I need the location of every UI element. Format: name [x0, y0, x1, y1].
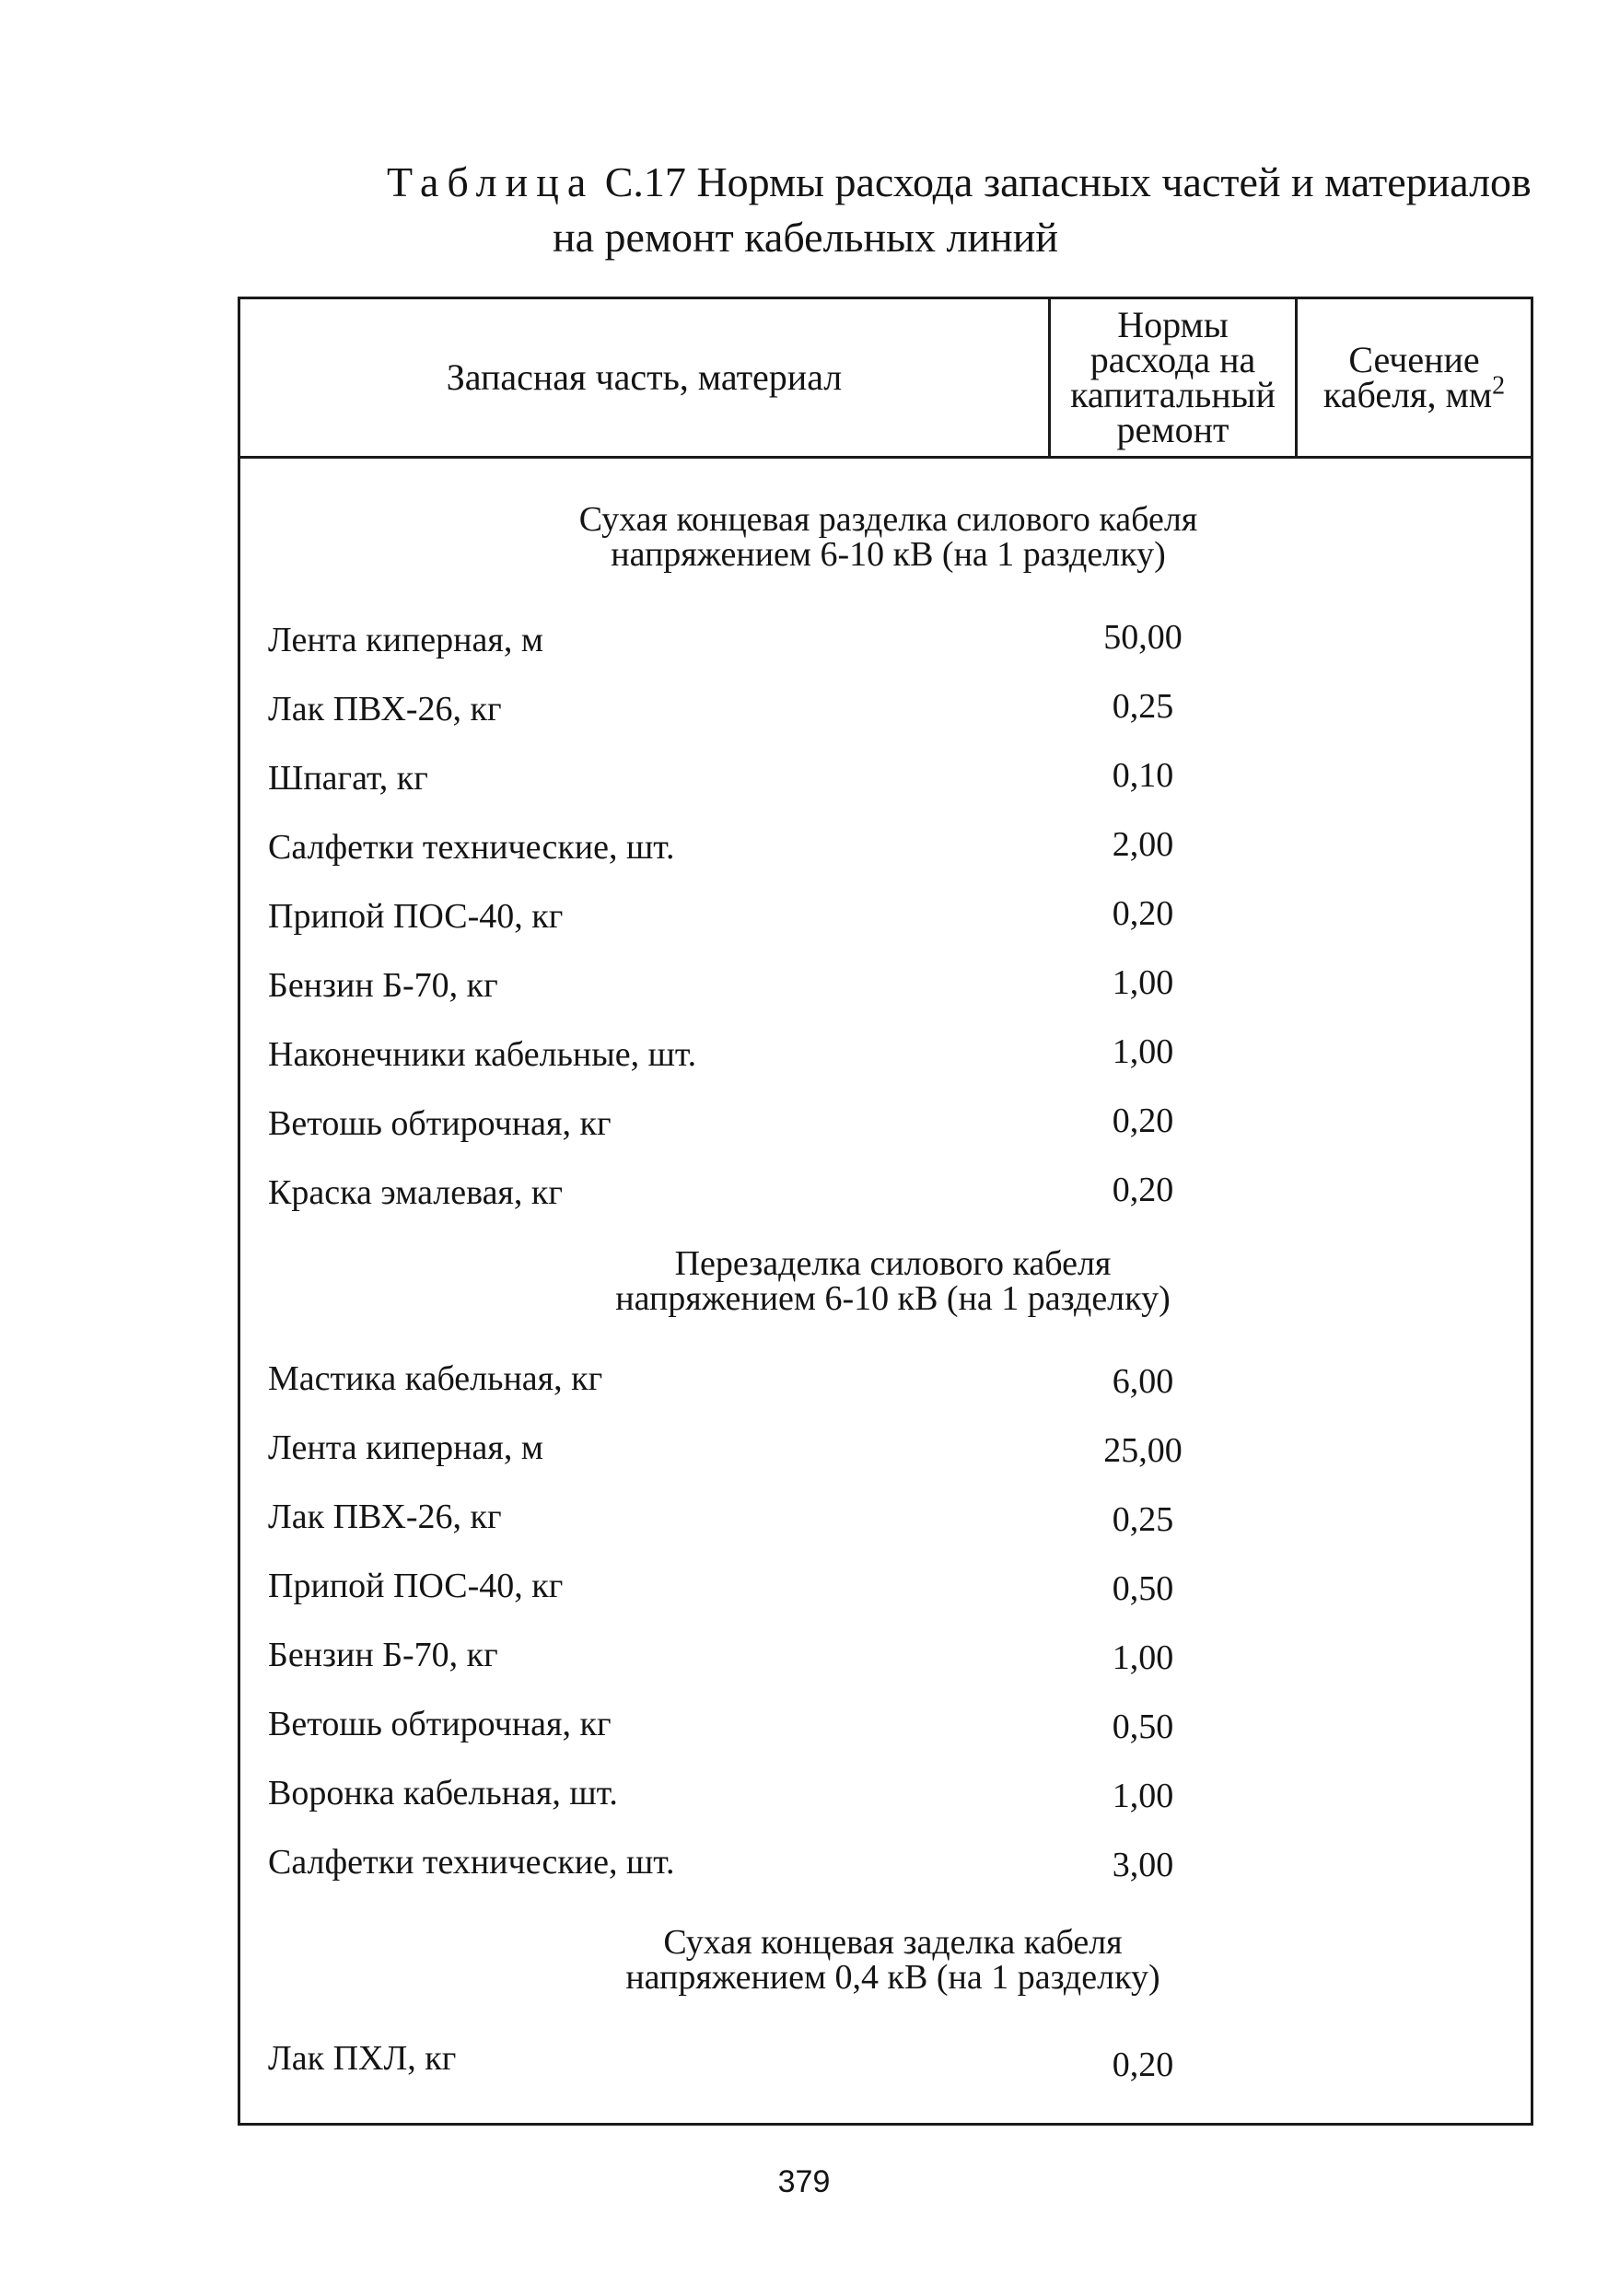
row-value: 1,00 [1112, 1638, 1174, 1677]
row-label: Шпагат, кг [268, 759, 428, 798]
row-label: Лак ПВХ-26, кг [268, 1498, 502, 1536]
row-value: 1,00 [1112, 1032, 1174, 1071]
row-value: 0,25 [1112, 1500, 1174, 1539]
row-label: Лак ПХЛ, кг [268, 2039, 457, 2078]
header-material [240, 299, 1048, 456]
section-title-line: напряжением 6-10 кВ (на 1 разделку) [611, 535, 1166, 574]
section-title [240, 502, 1536, 572]
row-label: Салфетки технические, шт. [268, 1843, 675, 1882]
row-value: 1,00 [1112, 1777, 1174, 1815]
row-label: Воронка кабельная, шт. [268, 1774, 618, 1812]
header-material-text: Запасная часть, материал [446, 356, 843, 398]
row-label: Наконечники кабельные, шт. [268, 1035, 697, 1074]
row-value: 0,50 [1112, 1707, 1174, 1746]
row-value: 6,00 [1112, 1362, 1174, 1401]
section-title-line: напряжением 6-10 кВ (на 1 разделку) [615, 1279, 1171, 1318]
section-title-line: Сухая концевая разделка силового кабеля [578, 500, 1198, 539]
row-label: Ветошь обтирочная, кг [268, 1104, 612, 1143]
header-section-sup: 2 [1492, 371, 1506, 401]
section-title-line: напряжением 0,4 кВ (на 1 разделку) [625, 1958, 1160, 1997]
row-value: 0,20 [1112, 1171, 1174, 1209]
row-value: 1,00 [1112, 963, 1174, 1002]
row-value: 0,50 [1112, 1569, 1174, 1608]
row-label: Бензин Б-70, кг [268, 1636, 498, 1674]
row-label: Лента киперная, м [268, 1428, 543, 1467]
row-value: 50,00 [1103, 618, 1183, 657]
norms-table [238, 297, 1533, 2126]
row-value: 0,20 [1112, 894, 1174, 933]
row-label: Лента киперная, м [268, 621, 543, 659]
header-section-line-1: Сечение [1348, 339, 1480, 380]
row-value: 25,00 [1103, 1431, 1183, 1470]
table-caption [0, 155, 1608, 265]
row-value: 0,20 [1112, 1101, 1174, 1140]
caption-title-line-1: Нормы расхода запасных частей и материалов [696, 158, 1532, 205]
row-label: Припой ПОС-40, кг [268, 897, 564, 936]
page-number: 379 [777, 2164, 831, 2199]
header-norms-line: расхода на [1089, 339, 1256, 380]
header-section [1298, 299, 1531, 456]
header-norms-line: капитальный [1070, 374, 1276, 415]
row-label: Мастика кабельная, кг [268, 1359, 603, 1398]
caption-title-line-2: на ремонт кабельных линий [553, 214, 1058, 261]
row-value: 3,00 [1112, 1846, 1174, 1884]
section-title-line: Сухая концевая заделка кабеля [663, 1923, 1123, 1962]
section-title-line: Перезаделка силового кабеля [674, 1244, 1112, 1283]
row-value: 0,10 [1112, 756, 1174, 795]
section-title [240, 1246, 1536, 1316]
header-norms [1051, 299, 1295, 456]
caption-label: Таблица [387, 158, 595, 205]
row-label: Ветошь обтирочная, кг [268, 1705, 612, 1743]
header-norms-line: ремонт [1116, 409, 1229, 450]
row-label: Краска эмалевая, кг [268, 1173, 563, 1212]
section-title [240, 1925, 1536, 1995]
row-label: Бензин Б-70, кг [268, 966, 498, 1005]
caption-line-1 [0, 155, 1608, 210]
header-norms-line: Нормы [1117, 304, 1229, 345]
row-value: 2,00 [1112, 825, 1174, 864]
row-label: Лак ПВХ-26, кг [268, 690, 502, 728]
row-label: Салфетки технические, шт. [268, 828, 675, 867]
row-label: Припой ПОС-40, кг [268, 1567, 564, 1605]
table-header [240, 299, 1531, 459]
header-section-line-2: кабеля, мм [1323, 374, 1493, 415]
row-value: 0,25 [1112, 687, 1174, 726]
caption-number: С.17 [604, 158, 686, 205]
row-value: 0,20 [1112, 2045, 1174, 2084]
